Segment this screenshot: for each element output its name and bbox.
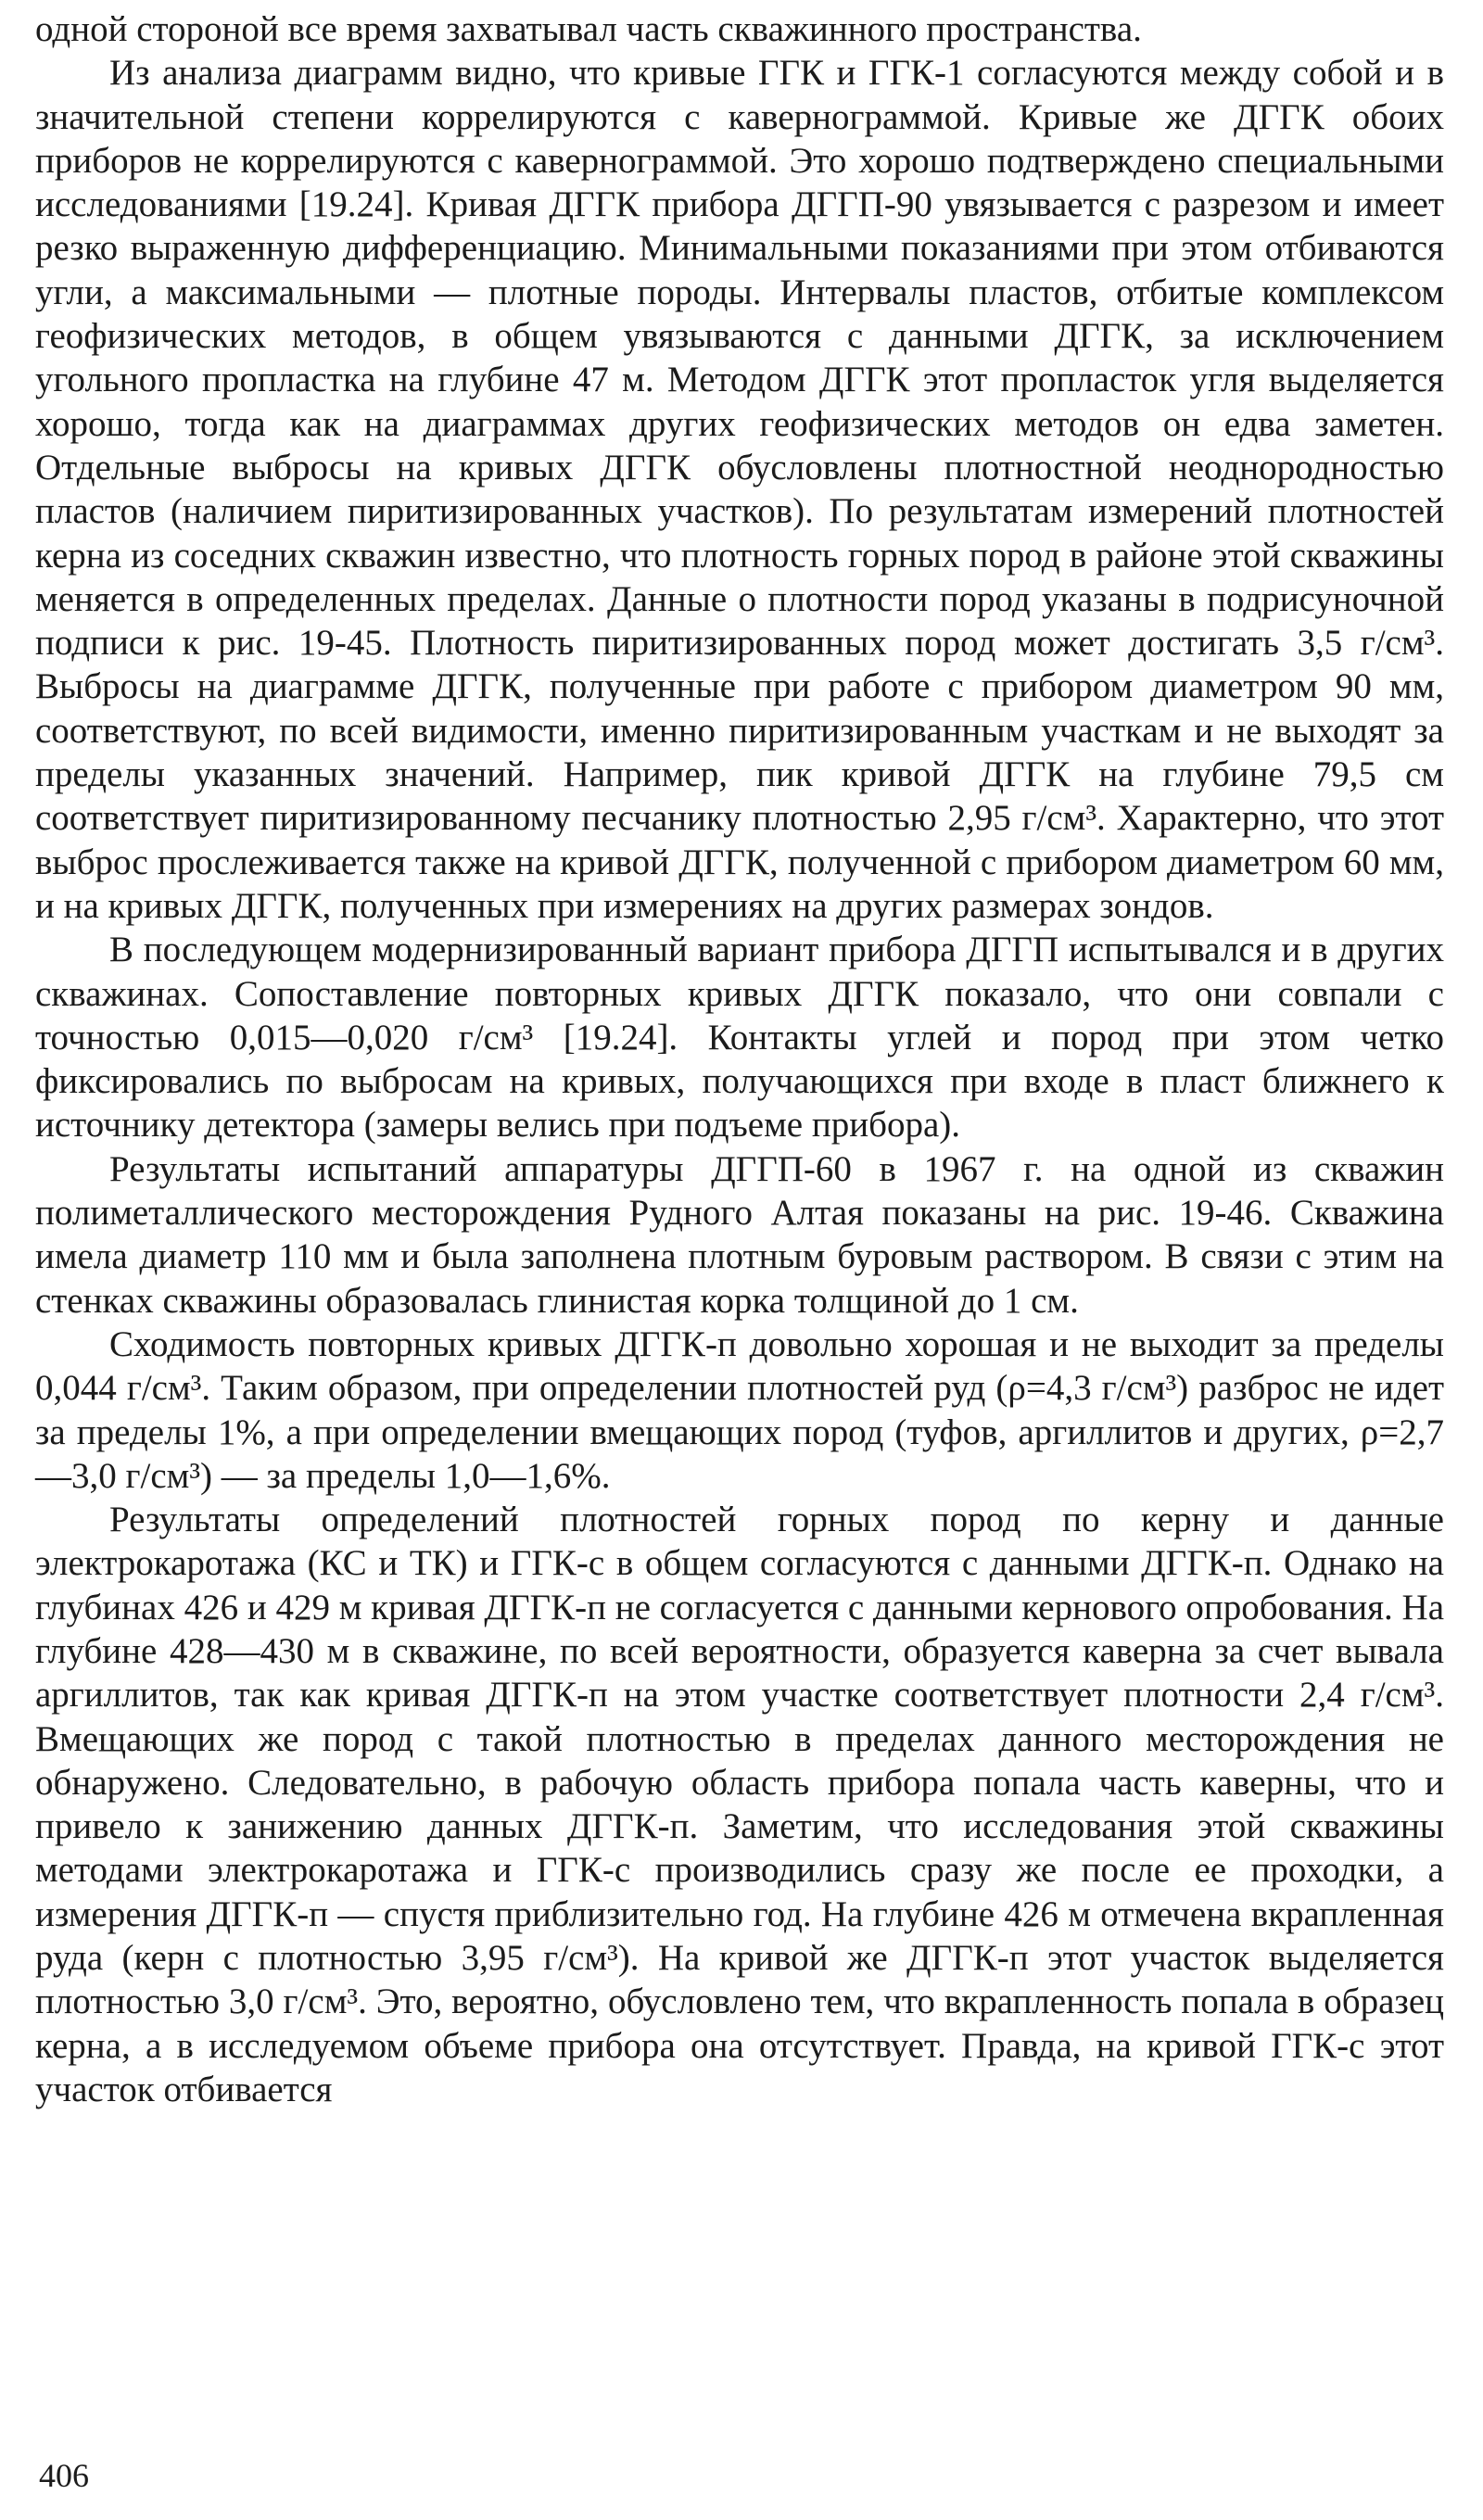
page-number: 406 [39,2457,89,2494]
paragraph-3: В последующем модернизированный вариант прибора ДГГП испытывался и в других скважинах. Сопоставление повторных кривых ДГГК показало, что они совпали с точностью 0,015—0,020 г/см³ [19.24]. Контакты углей и пород при этом четко фиксировались по выбросам на кривых, получающихся при входе в пласт ближнего к источнику детектора (замеры велись при подъеме прибора). [35,930,1444,1146]
paragraph-2: Из анализа диаграмм видно, что кривые ГГК и ГГК-1 согласуются между собой и в значительной степени коррелируются с кавернограммой. Кривые же ДГГК обоих приборов не коррелируются с кавернограммой. Это хорошо подтверждено специальными исследованиями [19.24]. Кривая ДГГК прибора ДГГП-90 увязывается с разрезом и имеет резко выраженную дифференциацию. Минимальными показаниями при этом отбиваются угли, а максимальными — плотные породы. Интервалы пластов, отбитые комплексом геофизических методов, в общем увязываются с данными ДГГК, за исключением угольного пропластка на глубине 47 м. Методом ДГГК этот пропласток угля выделяется хорошо, тогда как на диаграммах других геофизических методов он едва заметен. Отдельные выбросы на кривых ДГГК обусловлены плотностной неоднородностью пластов (наличием пиритизированных участков). По результатам измерений плотностей керна из соседних скважин известно, что плотность горных пород в районе этой скважины меняется в определенных пределах. Данные о плотности пород указаны в подрисуночной подписи к рис. 19-45. Плотность пиритизированных пород может достигать 3,5 г/см³. Выбросы на диаграмме ДГГК, полученные при работе с прибором диаметром 90 мм, соответствуют, по всей видимости, именно пиритизированным участкам и не выходят за пределы указанных значений. Например, пик кривой ДГГК на глубине 79,5 см соответствует пиритизированному песчанику плотностью 2,95 г/см³. Характерно, что этот выброс прослеживается также на кривой ДГГК, полученной с прибором диаметром 60 мм, и на кривых ДГГК, полученных при измерениях на других размерах зондов. [35,53,1444,926]
paragraph-1: одной стороной все время захватывал часть скважинного пространства. [35,9,1142,49]
paragraph-6: Результаты определений плотностей горных пород по керну и данные электрокаротажа (КС и ТК) и ГГК-с в общем согласуются с данными ДГГК-п. Однако на глубинах 426 и 429 м кривая ДГГК-п не согласуется с данными кернового опробования. На глубине 428—430 м в скважине, по всей вероятности, образуется каверна за счет вывала аргиллитов, так как кривая ДГГК-п на этом участке соответствует плотности 2,4 г/см³. Вмещающих же пород с такой плотностью в пределах данного месторождения не обнаружено. Следовательно, в рабочую область прибора попала часть каверны, что и привело к занижению данных ДГГК-п. Заметим, что исследования этой скважины методами электрокаротажа и ГГК-с производились сразу же после ее проходки, а измерения ДГГК-п — спустя приблизительно год. На глубине 426 м отмечена вкрапленная руда (керн с плотностью 3,95 г/см³). На кривой же ДГГК-п этот участок выделяется плотностью 3,0 г/см³. Это, вероятно, обусловлено тем, что вкрапленность попала в образец керна, а в исследуемом объеме прибора она отсутствует. Правда, на кривой ГГК-с этот участок отбивается [35,1500,1444,2109]
paragraph-4: Результаты испытаний аппаратуры ДГГП-60 в 1967 г. на одной из скважин полиметаллического месторождения Рудного Алтая показаны на рис. 19-46. Скважина имела диаметр 110 мм и была заполнена плотным буровым раствором. В связи с этим на стенках скважины образовалась глинистая корка толщиной до 1 см. [35,1148,1444,1321]
paragraph-5: Сходимость повторных кривых ДГГК-п довольно хорошая и не выходит за пределы 0,044 г/см³. Таким образом, при определении плотностей руд (ρ=4,3 г/см³) разброс не идет за пределы 1%, а при определении вмещающих пород (туфов, аргиллитов и других, ρ=2,7—3,0 г/см³) — за пределы 1,0—1,6%. [35,1323,1444,1496]
page-body [35,7,1444,2111]
